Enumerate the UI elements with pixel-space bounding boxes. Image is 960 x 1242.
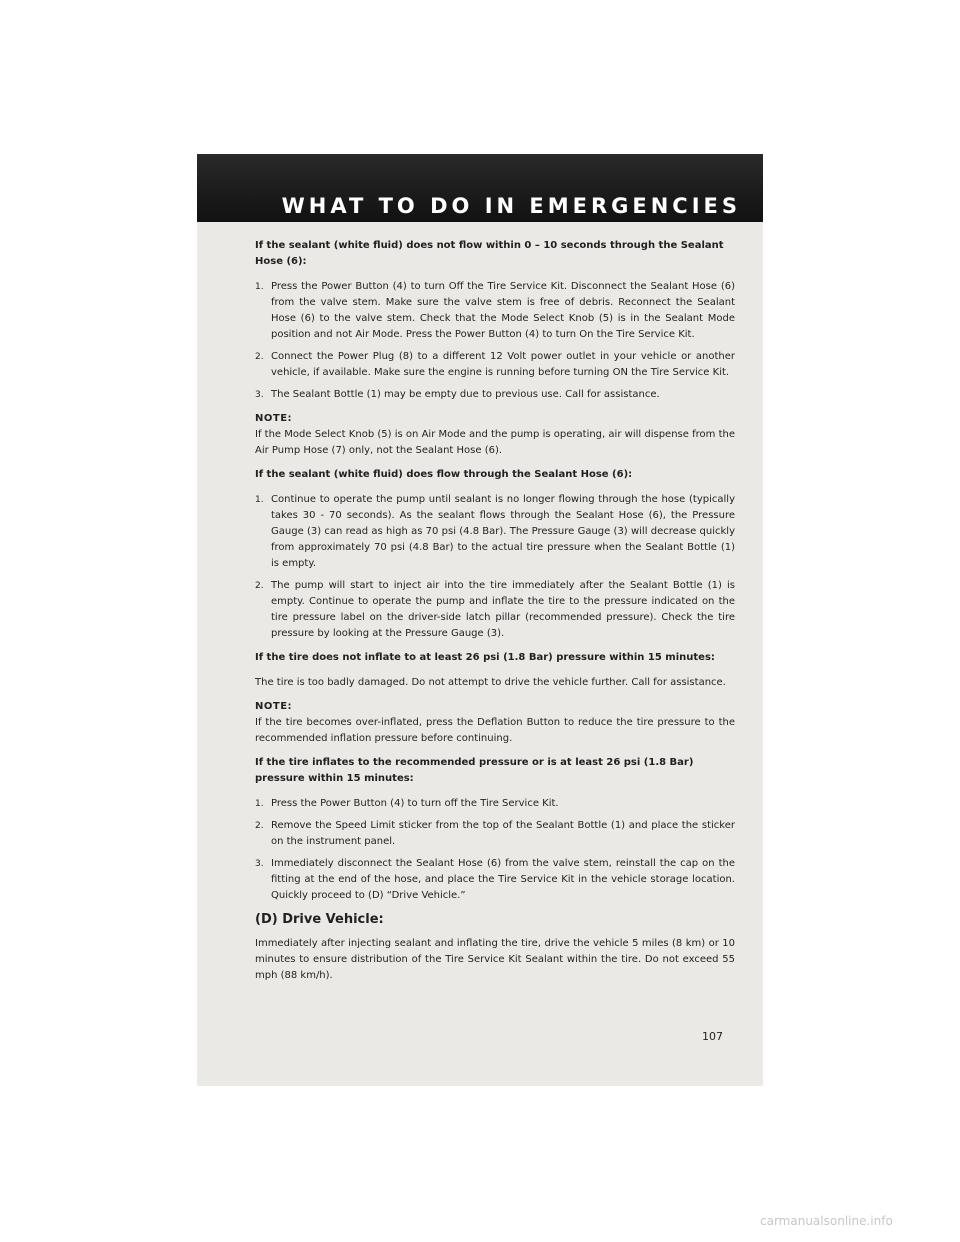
step-number: 3. — [255, 390, 264, 400]
step-text: Remove the Speed Limit sticker from the top of the Sealant Bottle (1) and place the sticker on the instrument panel. — [271, 820, 735, 847]
paragraph: Immediately after injecting sealant and inflating the tire, drive the vehicle 5 miles (8 km) or 10 minutes to ensure distribution of the Tire Service Kit Sealant within the tire. Do not exceed 55 mph (88 km/h). — [255, 938, 735, 981]
subheading: If the tire inflates to the recommended pressure or is at least 26 psi (1.8 Bar) pressure within 15 minutes: — [255, 757, 694, 784]
list-item — [255, 856, 735, 904]
step-text: Connect the Power Plug (8) to a different 12 Volt power outlet in your vehicle or another vehicle, if available. Make sure the engine is running before turning ON the Tire Service Kit. — [271, 351, 735, 378]
subheading: If the sealant (white fluid) does not flow within 0 – 10 seconds through the Sealant Hose (6): — [255, 240, 724, 267]
step-text: The pump will start to inject air into the tire immediately after the Sealant Bottle (1) is empty. Continue to operate the pump and inflate the tire to the pressure indicated on the tire pressure label on the driver-side latch pillar (recommended pressure). Check the tire pressure by looking at the Pressure Gauge (3). — [271, 580, 735, 639]
step-number: 2. — [255, 581, 264, 591]
header-bar — [197, 154, 763, 222]
step-text: Press the Power Button (4) to turn off the Tire Service Kit. — [271, 798, 559, 809]
list-item — [255, 349, 735, 381]
step-number: 1. — [255, 495, 264, 505]
watermark: carmanualsonline.info — [760, 1214, 893, 1228]
list-item — [255, 387, 735, 403]
step-number: 1. — [255, 282, 264, 292]
list-item — [255, 279, 735, 343]
note-text: If the tire becomes over-inflated, press the Deflation Button to reduce the tire pressure to the recommended inflation pressure before continuing. — [255, 717, 735, 744]
step-text: Press the Power Button (4) to turn Off the Tire Service Kit. Disconnect the Sealant Hose (6) from the valve stem. Make sure the valve stem is free of debris. Reconnect the Sealant Hose (6) to the valve stem. Check that the Mode Select Knob (5) is in the Sealant Mode position and not Air Mode. Press the Power Button (4) to turn On the Tire Service Kit. — [271, 281, 735, 340]
steps-list — [255, 492, 735, 642]
step-number: 3. — [255, 859, 264, 869]
note-label: NOTE: — [255, 413, 293, 424]
step-text: Immediately disconnect the Sealant Hose (6) from the valve stem, reinstall the cap on the fitting at the end of the hose, and place the Tire Service Kit in the vehicle storage location. Quickly proceed to (D) “Drive Vehicle.” — [271, 858, 735, 901]
list-item — [255, 492, 735, 572]
page-number: 107 — [702, 1030, 723, 1043]
steps-list — [255, 279, 735, 403]
page-content — [255, 238, 735, 992]
step-text: The Sealant Bottle (1) may be empty due to previous use. Call for assistance. — [271, 389, 660, 400]
note-label: NOTE: — [255, 701, 293, 712]
subheading: If the tire does not inflate to at least 26 psi (1.8 Bar) pressure within 15 minutes: — [255, 652, 715, 663]
list-item — [255, 578, 735, 642]
list-item — [255, 796, 735, 812]
manual-page — [197, 154, 763, 1086]
subheading: If the sealant (white fluid) does flow through the Sealant Hose (6): — [255, 469, 633, 480]
section-heading: (D) Drive Vehicle: — [255, 912, 384, 927]
step-text: Continue to operate the pump until sealant is no longer flowing through the hose (typically takes 30 - 70 seconds). As the sealant flows through the Sealant Hose (6), the Pressure Gauge (3) can read as high as 70 psi (4.8 Bar). The Pressure Gauge (3) will decrease quickly from approximately 70 psi (4.8 Bar) to the actual tire pressure when the Sealant Bottle (1) is empty. — [271, 494, 735, 569]
step-number: 2. — [255, 352, 264, 362]
step-number: 1. — [255, 799, 264, 809]
section-title: WHAT TO DO IN EMERGENCIES — [281, 194, 741, 218]
paragraph: The tire is too badly damaged. Do not attempt to drive the vehicle further. Call for assistance. — [255, 677, 726, 688]
note-text: If the Mode Select Knob (5) is on Air Mode and the pump is operating, air will dispense from the Air Pump Hose (7) only, not the Sealant Hose (6). — [255, 429, 735, 456]
step-number: 2. — [255, 821, 264, 831]
list-item — [255, 818, 735, 850]
steps-list — [255, 796, 735, 904]
